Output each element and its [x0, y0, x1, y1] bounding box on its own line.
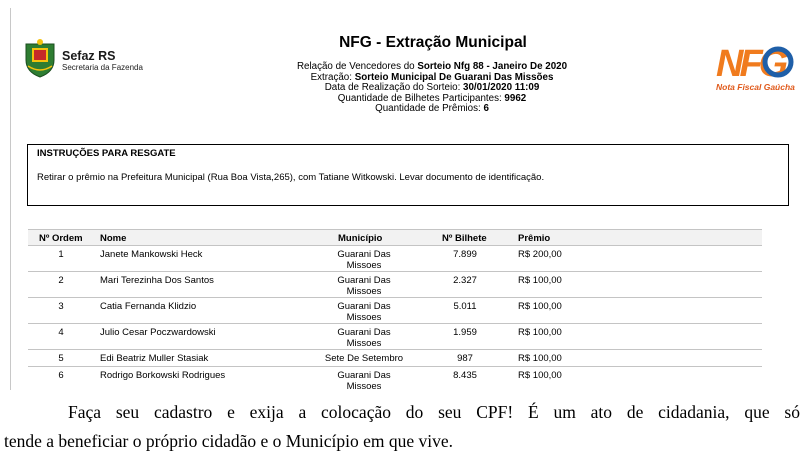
header-premio: Prêmio	[518, 233, 551, 244]
cell-ordem: 4	[58, 327, 64, 338]
instructions-text: Retirar o prêmio na Prefeitura Municipal (Rua Boa Vista,265), com Tatiane Witkowski. Levar documento de identificação.	[37, 172, 545, 183]
cell-bilhete: 987	[457, 353, 473, 364]
cell-municipio: Guarani Das Missoes	[337, 249, 391, 271]
cell-ordem: 5	[58, 353, 64, 364]
page-edge-line	[10, 8, 11, 390]
cell-premio: R$ 100,00	[518, 275, 562, 286]
cell-ordem: 2	[58, 275, 64, 286]
rs-coat-of-arms-icon	[22, 38, 58, 78]
cell-bilhete: 5.011	[453, 301, 477, 312]
cell-municipio: Guarani Das Missoes	[337, 301, 391, 323]
cell-premio: R$ 100,00	[518, 327, 562, 338]
cell-municipio: Guarani Das Missoes	[337, 275, 391, 297]
cell-premio: R$ 100,00	[518, 370, 562, 381]
cell-nome: Rodrigo Borkowski Rodrigues	[100, 370, 226, 381]
cell-bilhete: 7.899	[453, 249, 477, 260]
logo-tagline: Nota Fiscal Gaúcha	[716, 82, 795, 92]
cell-nome: Mari Terezinha Dos Santos	[100, 275, 214, 286]
meta-line: Quantidade de Prêmios: 6	[375, 103, 489, 115]
meta-line: Quantidade de Bilhetes Participantes: 9962	[337, 92, 527, 104]
cell-premio: R$ 100,00	[518, 301, 562, 312]
cell-municipio: Guarani Das Missoes	[337, 327, 391, 349]
table-header-row	[28, 229, 762, 246]
cell-ordem: 1	[58, 249, 64, 260]
cell-ordem: 3	[58, 301, 64, 312]
table-row	[28, 324, 762, 350]
header-nome: Nome	[100, 233, 127, 244]
cell-bilhete: 1.959	[453, 327, 477, 338]
cell-nome: Catia Fernanda Klidzio	[100, 301, 197, 312]
instructions-title: INSTRUÇÕES PARA RESGATE	[37, 148, 176, 159]
footer-line-1: Faça seu cadastro e exija a colocação do seu CPF! É um ato de cidadania, que só	[68, 402, 800, 422]
org-name: Sefaz RS	[62, 49, 116, 63]
cell-ordem: 6	[58, 370, 64, 381]
meta-line: Extração: Sorteio Municipal De Guarani Das Missões	[310, 71, 554, 83]
cell-municipio: Sete De Setembro	[324, 353, 404, 364]
meta-line: Relação de Vencedores do Sorteio Nfg 88 - Janeiro De 2020	[296, 61, 568, 72]
cell-premio: R$ 200,00	[518, 249, 562, 260]
instructions-box	[27, 144, 789, 206]
meta-line: Data de Realização do Sorteio: 30/01/2020 11:09	[324, 82, 540, 94]
cell-nome: Edi Beatriz Muller Stasiak	[100, 353, 209, 364]
table-row	[28, 272, 762, 298]
footer-line-2: tende a beneficiar o próprio cidadão e o Município em que vive.	[4, 431, 454, 451]
footer-paragraph	[4, 398, 800, 456]
org-subtitle: Secretaria da Fazenda	[62, 63, 143, 72]
extraction-meta	[250, 62, 614, 115]
cell-bilhete: 8.435	[453, 370, 477, 381]
header-municipio: Município	[338, 233, 383, 244]
cell-bilhete: 2.327	[453, 275, 477, 286]
table-row	[28, 367, 762, 393]
table-row	[28, 350, 762, 367]
winners-table	[28, 229, 762, 393]
cell-municipio: Guarani Das Missoes	[337, 370, 391, 392]
cell-premio: R$ 100,00	[518, 353, 562, 364]
page-title: NFG - Extração Municipal	[339, 34, 527, 51]
header-bilhete: Nº Bilhete	[442, 233, 487, 244]
header-ordem: Nº Ordem	[39, 233, 83, 244]
cell-nome: Julio Cesar Poczwardowski	[100, 327, 216, 338]
table-row	[28, 246, 762, 272]
nfg-logo-letters: NFG	[716, 43, 785, 85]
cell-nome: Janete Mankowski Heck	[100, 249, 203, 260]
table-row	[28, 298, 762, 324]
